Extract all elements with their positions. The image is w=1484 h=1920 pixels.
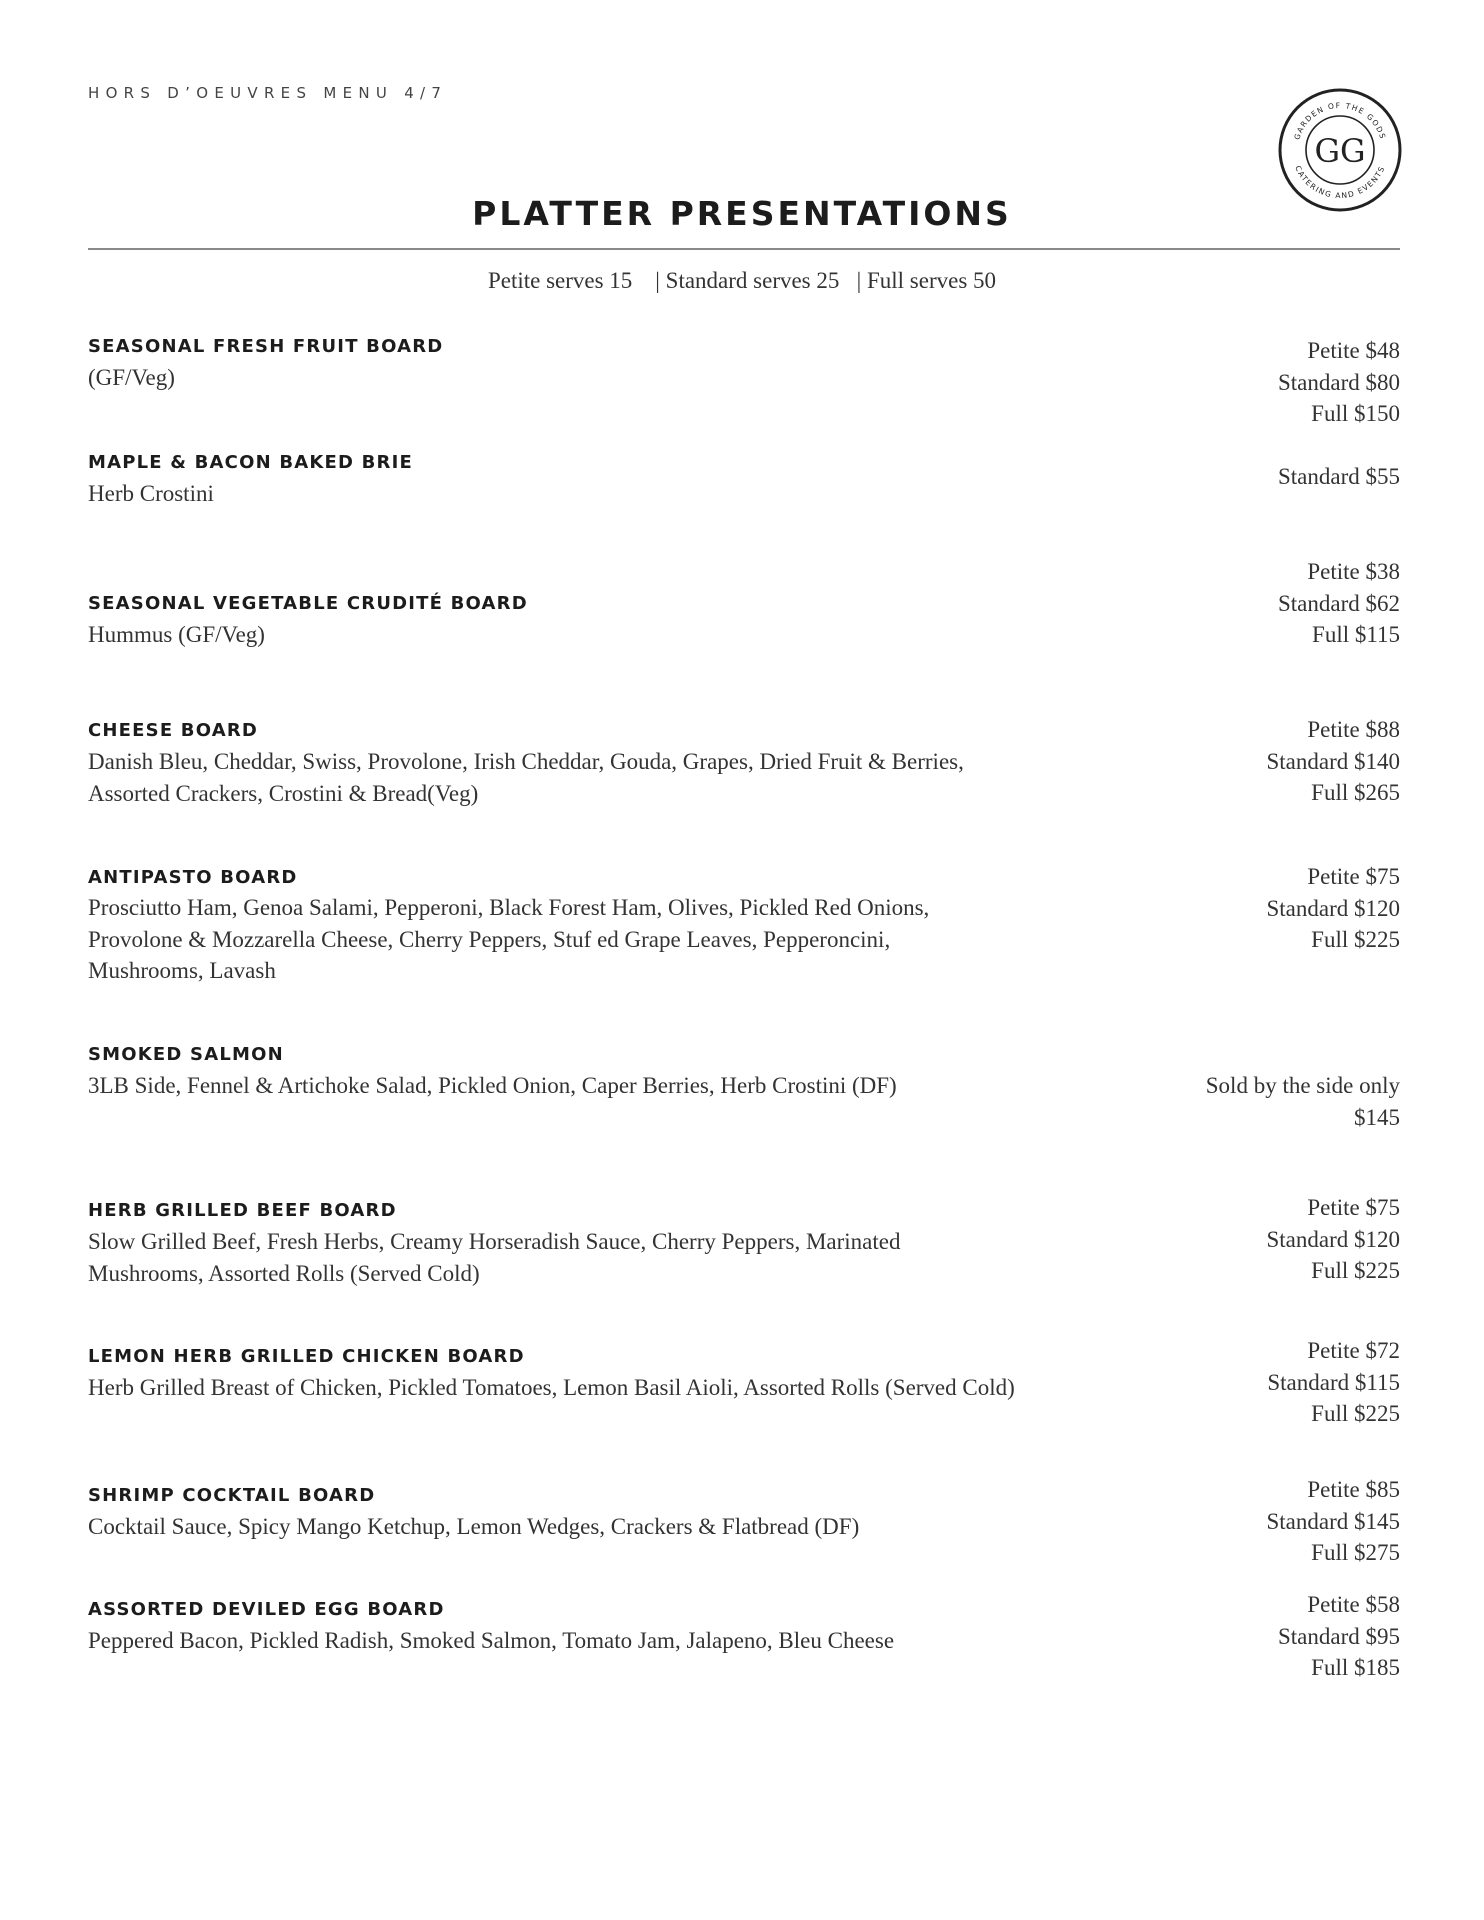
title-divider	[88, 248, 1400, 250]
item-name: LEMON HERB GRILLED CHICKEN BOARD	[88, 1346, 525, 1367]
item-description: Herb Crostini	[88, 481, 214, 506]
item-name: SHRIMP COCKTAIL BOARD	[88, 1485, 376, 1506]
item-name: HERB GRILLED BEEF BOARD	[88, 1200, 397, 1221]
item-description: Danish Bleu, Cheddar, Swiss, Provolone, Irish Cheddar, Gouda, Grapes, Dried Fruit & Berries, Assorted Crackers, Crostini & Bread(Veg)	[88, 749, 964, 806]
item-prices	[1278, 335, 1400, 430]
item-prices	[1266, 861, 1400, 956]
price-line: Petite $88	[1307, 717, 1400, 742]
item-prices	[1266, 1474, 1400, 1569]
item-name: SEASONAL VEGETABLE CRUDITÉ BOARD	[88, 593, 528, 614]
price-line: Standard $115	[1267, 1369, 1400, 1395]
item-name: SEASONAL FRESH FRUIT BOARD	[88, 336, 444, 357]
price-line: Standard $80	[1277, 369, 1400, 395]
item-description: Hummus (GF/Veg)	[88, 622, 265, 647]
price-line: Petite $85	[1307, 1477, 1400, 1502]
item-prices	[1267, 1335, 1400, 1430]
price-line: $145	[1354, 1104, 1400, 1130]
price-line: Standard $62	[1277, 590, 1400, 616]
item-description: 3LB Side, Fennel & Artichoke Salad, Pickled Onion, Caper Berries, Herb Crostini (DF)	[88, 1073, 897, 1098]
item-prices	[1266, 714, 1400, 809]
item-prices	[1278, 1589, 1400, 1684]
item-prices	[1278, 461, 1400, 493]
price-line: Full $265	[1311, 780, 1400, 805]
price-line: Standard $55	[1277, 464, 1400, 489]
price-line: Petite $72	[1307, 1338, 1400, 1363]
price-line: Sold by the side only	[1205, 1073, 1400, 1098]
logo-monogram: GG	[1314, 132, 1366, 170]
item-prices	[1278, 556, 1400, 651]
price-line: Full $225	[1311, 1258, 1400, 1283]
price-line: Full $225	[1311, 1401, 1400, 1426]
item-name: CHEESE BOARD	[88, 720, 259, 741]
price-line: Petite $75	[1307, 864, 1400, 889]
item-name: SMOKED SALMON	[88, 1044, 284, 1065]
item-prices	[1206, 1070, 1400, 1133]
price-line: Full $225	[1311, 927, 1400, 952]
price-line: Full $185	[1311, 1655, 1400, 1680]
logo-top-text: GARDEN OF THE GODS	[1292, 100, 1388, 141]
item-description: Peppered Bacon, Pickled Radish, Smoked Salmon, Tomato Jam, Jalapeno, Bleu Cheese	[88, 1628, 895, 1653]
item-description: (GF/Veg)	[88, 365, 175, 390]
item-description: Slow Grilled Beef, Fresh Herbs, Creamy Horseradish Sauce, Cherry Peppers, Marinated Mushrooms, Assorted Rolls (Served Cold)	[88, 1229, 901, 1286]
price-line: Standard $120	[1266, 895, 1400, 921]
item-name: MAPLE & BACON BAKED BRIE	[88, 452, 414, 473]
item-name: ASSORTED DEVILED EGG BOARD	[88, 1599, 445, 1620]
price-line: Standard $140	[1266, 748, 1400, 774]
price-line: Standard $120	[1266, 1226, 1400, 1252]
price-line: Full $115	[1312, 622, 1400, 647]
item-description: Herb Grilled Breast of Chicken, Pickled Tomatoes, Lemon Basil Aioli, Assorted Rolls (Served Cold)	[88, 1375, 1015, 1400]
price-line: Petite $75	[1307, 1195, 1400, 1220]
menu-page-label: HORS D’OEUVRES MENU 4/7	[88, 84, 448, 102]
item-description: Cocktail Sauce, Spicy Mango Ketchup, Lemon Wedges, Crackers & Flatbread (DF)	[88, 1514, 860, 1539]
price-line: Petite $48	[1307, 338, 1400, 363]
page-title: PLATTER PRESENTATIONS	[472, 194, 1012, 233]
item-description: Prosciutto Ham, Genoa Salami, Pepperoni, Black Forest Ham, Olives, Pickled Red Onions, Provolone & Mozzarella Cheese, Cherry Peppers, Stuf ed Grape Leaves, Pepperoncini, Mushrooms, Lavash	[88, 895, 930, 983]
price-line: Standard $95	[1277, 1623, 1400, 1649]
price-line: Full $150	[1311, 401, 1400, 426]
price-line: Petite $38	[1307, 559, 1400, 584]
price-line: Full $275	[1311, 1540, 1400, 1565]
item-name: ANTIPASTO BOARD	[88, 867, 298, 888]
logo-bottom-text: CATERING AND EVENTS	[1293, 164, 1387, 201]
price-line: Petite $58	[1307, 1592, 1400, 1617]
serving-sizes-line: Petite serves 15 | Standard serves 25 | Full serves 50	[487, 268, 997, 293]
item-prices	[1266, 1192, 1400, 1287]
price-line: Standard $145	[1266, 1508, 1400, 1534]
